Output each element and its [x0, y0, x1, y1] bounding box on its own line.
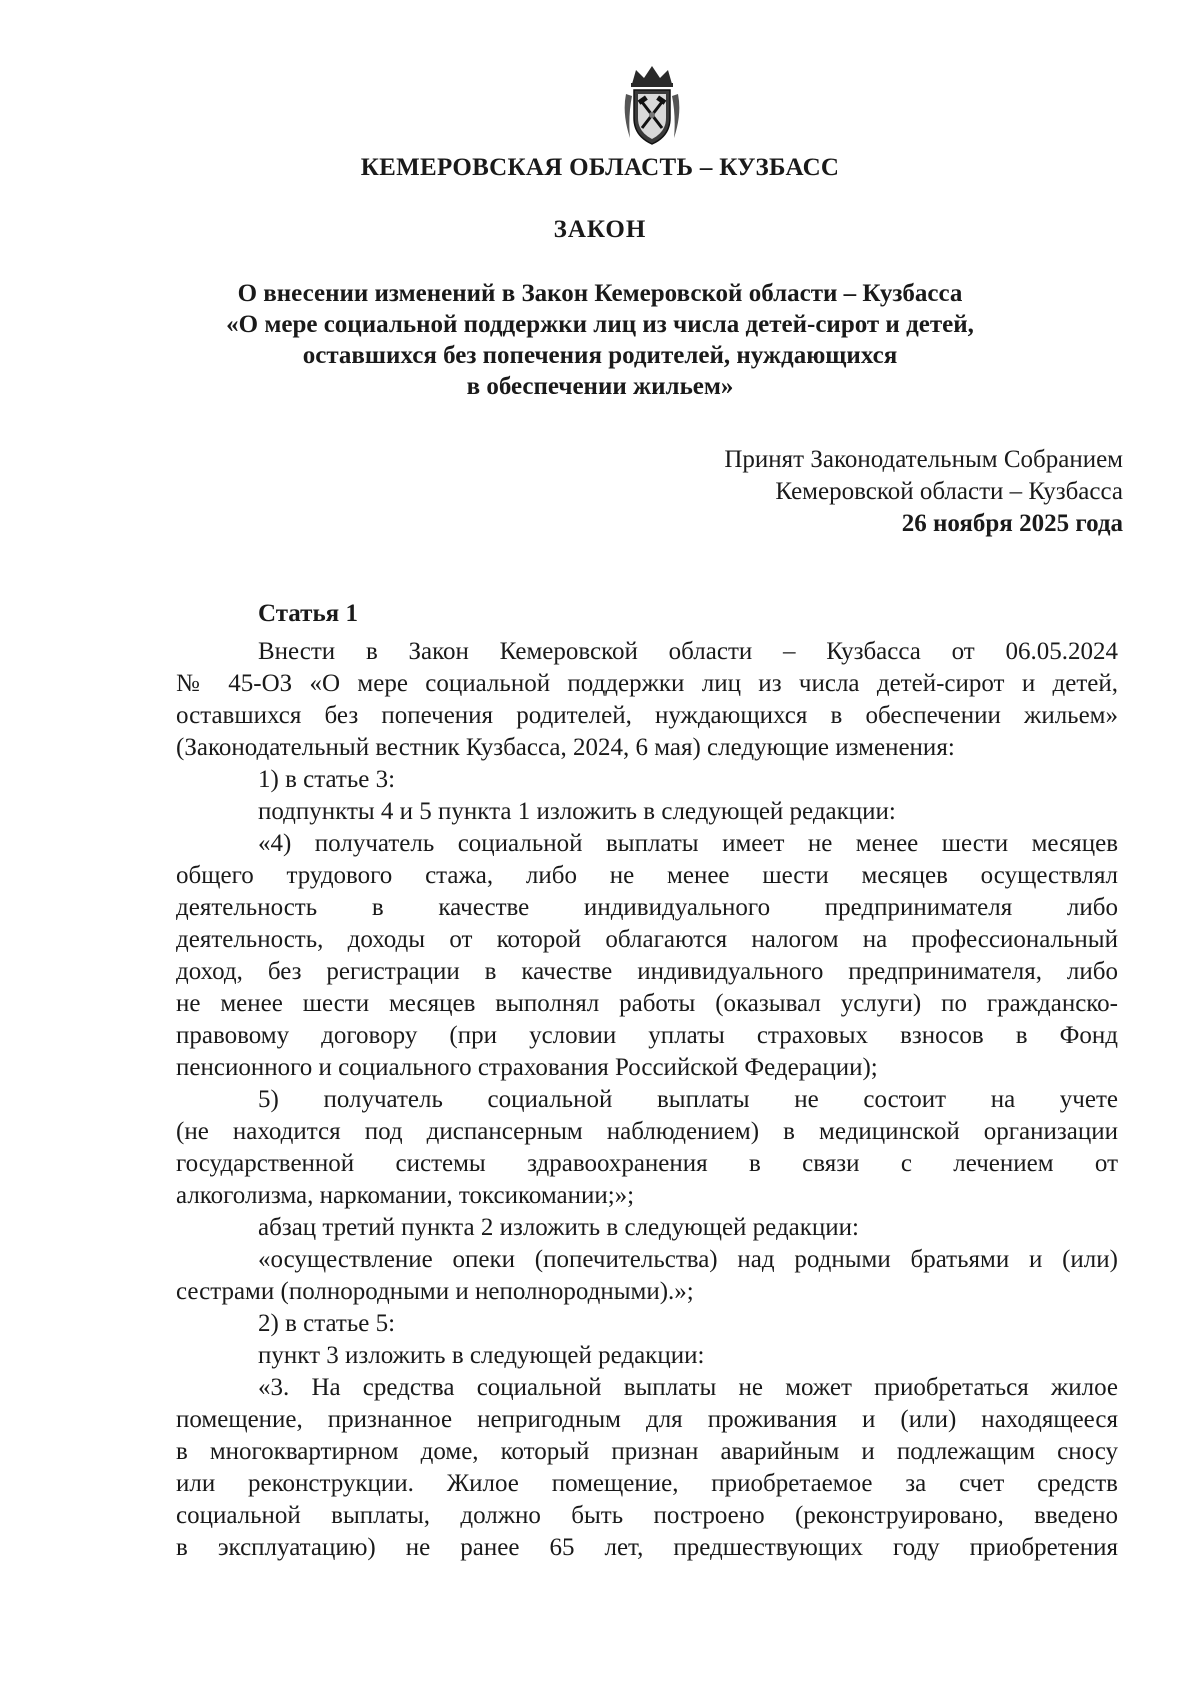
adoption-date: 26 ноября 2025 года: [901, 510, 1123, 537]
text-line: общего трудового стажа, либо не менее шести месяцев осуществлял: [176, 862, 1118, 889]
text-line: алкоголизма, наркомании, токсикомании;»;: [176, 1182, 635, 1209]
text-line: № 45-ОЗ «О мере социальной поддержки лиц из числа детей-сирот и детей,: [176, 670, 1118, 697]
text-line: деятельность в качестве индивидуального предпринимателя либо: [176, 894, 1118, 921]
law-title: [0, 278, 1200, 402]
text-line: в эксплуатацию) не ранее 65 лет, предшествующих году приобретения: [176, 1534, 1118, 1561]
text-line: пункт 3 изложить в следующей редакции:: [258, 1342, 705, 1369]
text-line: в многоквартирном доме, который признан аварийным и подлежащим сносу: [176, 1438, 1118, 1465]
law-title-line: в обеспечении жильем»: [466, 373, 734, 400]
text-line: социальной выплаты, должно быть построено (реконструировано, введено: [176, 1502, 1118, 1529]
adoption-line: Кемеровской области – Кузбасса: [775, 478, 1123, 505]
text-line: подпункты 4 и 5 пункта 1 изложить в следующей редакции:: [258, 798, 896, 825]
law-title-line: оставшихся без попечения родителей, нуждающихся: [302, 342, 898, 369]
adoption-line: Принят Законодательным Собранием: [724, 446, 1123, 473]
text-line: 5) получатель социальной выплаты не состоит на учете: [258, 1086, 1118, 1113]
text-line: «осуществление опеки (попечительства) над родными братьями и (или): [258, 1246, 1118, 1273]
article-body: [176, 636, 1118, 1564]
text-line: абзац третий пункта 2 изложить в следующей редакции:: [258, 1214, 859, 1241]
law-title-line: «О мере социальной поддержки лиц из числа детей-сирот и детей,: [226, 311, 974, 338]
text-line: «4) получатель социальной выплаты имеет не менее шести месяцев: [258, 830, 1118, 857]
article-title: Статья 1: [258, 600, 358, 627]
text-line: (Законодательный вестник Кузбасса, 2024, 6 мая) следующие изменения:: [176, 734, 955, 761]
text-line: (не находится под диспансерным наблюдением) в медицинской организации: [176, 1118, 1118, 1145]
text-line: сестрами (полнородными и неполнородными).»;: [176, 1278, 694, 1305]
region-heading: КЕМЕРОВСКАЯ ОБЛАСТЬ – КУЗБАСС: [360, 154, 840, 181]
law-title-line: О внесении изменений в Закон Кемеровской области – Кузбасса: [237, 280, 963, 307]
text-line: «3. На средства социальной выплаты не может приобретаться жилое: [258, 1374, 1118, 1401]
text-line: оставшихся без попечения родителей, нуждающихся в обеспечении жильем»: [176, 702, 1118, 729]
text-line: пенсионного и социального страхования Российской Федерации);: [176, 1054, 878, 1081]
text-line: помещение, признанное непригодным для проживания и (или) находящееся: [176, 1406, 1118, 1433]
text-line: 2) в статье 5:: [258, 1310, 396, 1337]
text-line: правовому договору (при условии уплаты страховых взносов в Фонд: [176, 1022, 1118, 1049]
text-line: государственной системы здравоохранения в связи с лечением от: [176, 1150, 1118, 1177]
coat-of-arms-icon: [622, 64, 682, 148]
document-type: ЗАКОН: [553, 216, 647, 243]
text-line: деятельность, доходы от которой облагаются налогом на профессиональный: [176, 926, 1118, 953]
text-line: Внести в Закон Кемеровской области – Кузбасса от 06.05.2024: [258, 638, 1118, 665]
text-line: не менее шести месяцев выполнял работы (оказывал услуги) по гражданско-: [176, 990, 1118, 1017]
text-line: или реконструкции. Жилое помещение, приобретаемое за счет средств: [176, 1470, 1118, 1497]
adoption-block: [600, 444, 1123, 540]
text-line: 1) в статье 3:: [258, 766, 396, 793]
text-line: доход, без регистрации в качестве индивидуального предпринимателя, либо: [176, 958, 1118, 985]
